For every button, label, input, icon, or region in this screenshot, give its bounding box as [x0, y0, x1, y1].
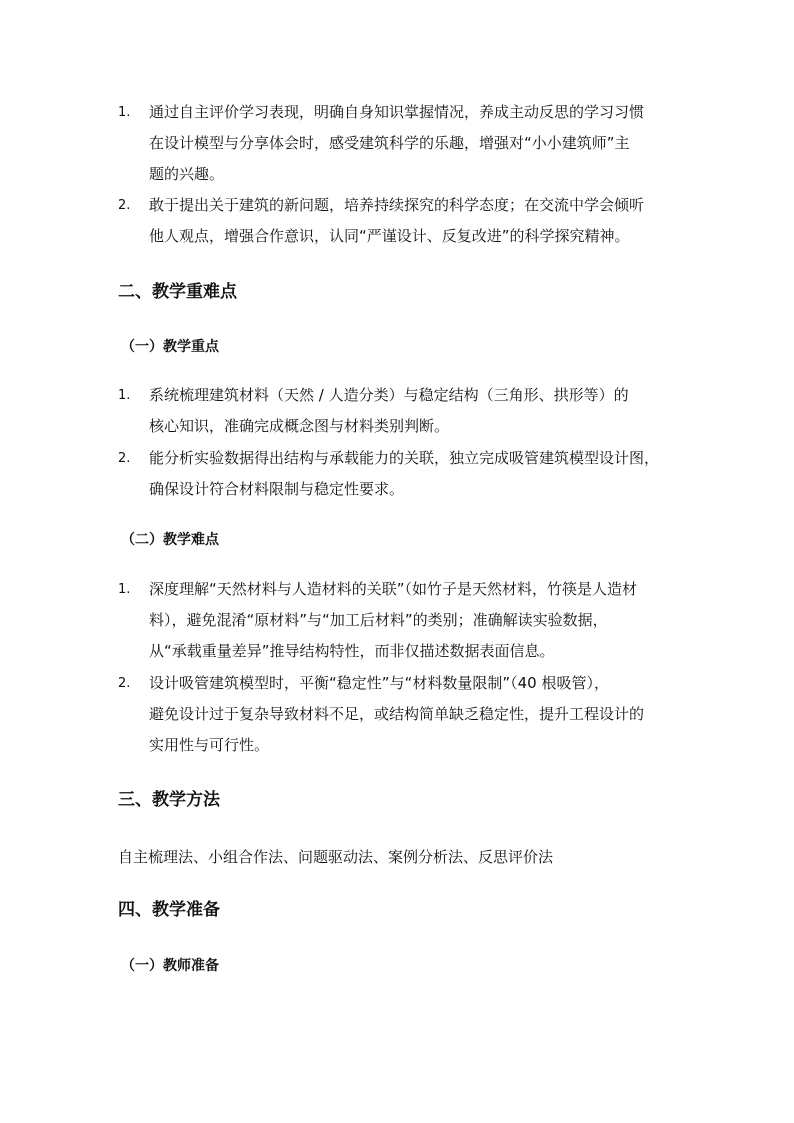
list-number: 1.: [118, 582, 131, 597]
list-number: 1.: [118, 105, 131, 120]
goal-item-2: [118, 190, 683, 252]
list-number: 2.: [118, 451, 131, 466]
list-number: 2.: [118, 198, 131, 213]
list-text: 通过自主评价学习表现，明确自身知识掌握情况，养成主动反思的学习习惯 在设计模型与分享体会时，感受建筑科学的乐趣，增强对“小小建筑师”主 题的兴趣。: [149, 103, 645, 183]
teaching-methods-text: 自主梳理法、小组合作法、问题驱动法、案例分析法、反思评价法: [118, 848, 554, 866]
difficult-point-item-2: [118, 668, 683, 761]
section-heading-2: 二、教学重难点: [118, 282, 237, 302]
list-number: 2.: [118, 676, 131, 691]
subheading-teacher-prep: （一）教师准备: [121, 958, 219, 974]
list-text: 敢于提出关于建筑的新问题，培养持续探究的科学态度；在交流中学会倾听 他人观点，增强合作意识，认同“严谨设计、反复改进”的科学探究精神。: [149, 196, 645, 245]
list-text: 系统梳理建筑材料（天然 / 人造分类）与稳定结构（三角形、拱形等）的 核心知识，准确完成概念图与材料类别判断。: [149, 386, 629, 435]
subheading-key-points: （一）教学重点: [121, 339, 219, 355]
list-text: 能分析实验数据得出结构与承载能力的关联，独立完成吸管建筑模型设计图， 确保设计符合材料限制与稳定性要求。: [149, 449, 660, 498]
section-heading-4: 四、教学准备: [118, 900, 220, 920]
list-text: 设计吸管建筑模型时，平衡“稳定性”与“材料数量限制”（40 根吸管）， 避免设计过于复杂导致材料不足，或结构简单缺乏稳定性，提升工程设计的 实用性与可行性。: [149, 674, 645, 754]
subheading-difficult-points: （二）教学难点: [121, 532, 219, 548]
list-text: 深度理解“天然材料与人造材料的关联”（如竹子是天然材料，竹筷是人造材 料），避免混淆“原材料”与“加工后材料”的类别；准确解读实验数据， 从“承载重量差异”推导结构特性，而非仅描述数据表面信息。: [149, 580, 638, 660]
list-number: 1.: [118, 388, 131, 403]
key-point-item-1: [118, 380, 683, 442]
key-point-item-2: [118, 443, 683, 505]
section-heading-3: 三、教学方法: [118, 790, 220, 810]
difficult-point-item-1: [118, 574, 683, 667]
goal-item-1: [118, 97, 683, 190]
